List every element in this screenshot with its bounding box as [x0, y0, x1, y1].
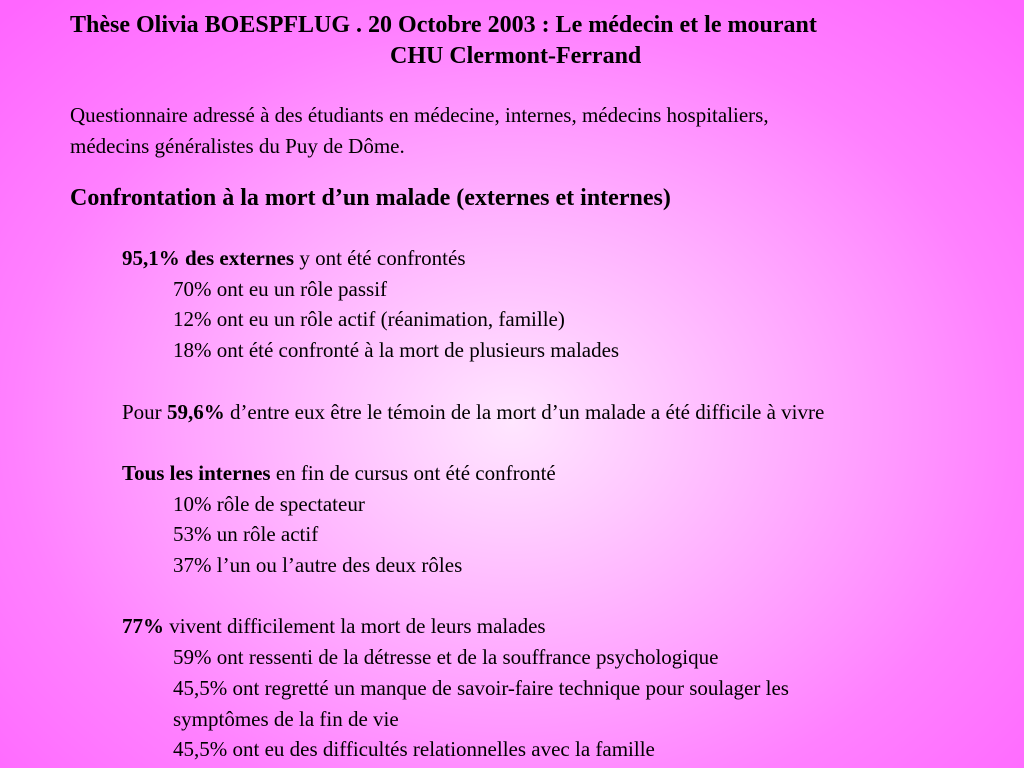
internes-item: 37% l’un ou l’autre des deux rôles: [173, 553, 463, 577]
difficilement-item: 45,5% ont regretté un manque de savoir-faire technique pour soulager les: [173, 675, 789, 700]
difficilement-lead-bold: 77%: [122, 614, 164, 639]
spacer: [122, 581, 1002, 612]
internes-lead-bold: Tous les internes: [122, 460, 271, 485]
section-title: Confrontation à la mort d’un malade (externes et internes): [70, 185, 671, 211]
spacer: [122, 427, 1002, 458]
difficile-pre: Pour: [122, 399, 167, 424]
difficile-line: [122, 397, 1002, 428]
title-line-2: CHU Clermont-Ferrand: [390, 43, 642, 69]
intro-line-1: Questionnaire adressé à des étudiants en médecine, internes, médecins hospitaliers,: [70, 103, 769, 127]
title-line-1: Thèse Olivia BOESPFLUG . 20 Octobre 2003 : Le médecin et le mourant: [70, 12, 817, 38]
externes-item: 18% ont été confronté à la mort de plusieurs malades: [173, 338, 620, 363]
externes-item: 12% ont eu un rôle actif (réanimation, famille): [173, 307, 565, 332]
difficile-bold: 59,6%: [166, 399, 225, 424]
slide-title: [70, 10, 970, 72]
difficile-post: d’entre eux être le témoin de la mort d’un malade a été difficile à vivre: [224, 399, 825, 424]
difficilement-lead: [122, 611, 1002, 642]
spacer: [122, 366, 1002, 397]
internes-lead: [122, 458, 1002, 489]
externes-item: 70% ont eu un rôle passif: [173, 276, 388, 301]
intro-paragraph: [70, 100, 970, 162]
difficilement-lead-rest: vivent difficilement la mort de leurs malades: [164, 614, 546, 639]
intro-line-2: médecins généralistes du Puy de Dôme.: [70, 134, 405, 158]
externes-lead-bold: 95,1% des externes: [122, 246, 295, 270]
internes-item: 53% un rôle actif: [173, 522, 319, 547]
internes-item: 10% rôle de spectateur: [173, 491, 365, 516]
difficilement-item: symptômes de la fin de vie: [173, 706, 399, 731]
difficilement-item: 45,5% ont eu des difficultés relationnelles avec la famille: [173, 737, 655, 762]
externes-lead: [122, 243, 1002, 274]
difficilement-item: 59% ont ressenti de la détresse et de la souffrance psychologique: [173, 645, 719, 670]
externes-lead-rest: y ont été confrontés: [294, 246, 466, 270]
slide-body: [122, 243, 1002, 765]
internes-lead-rest: en fin de cursus ont été confronté: [270, 460, 556, 485]
